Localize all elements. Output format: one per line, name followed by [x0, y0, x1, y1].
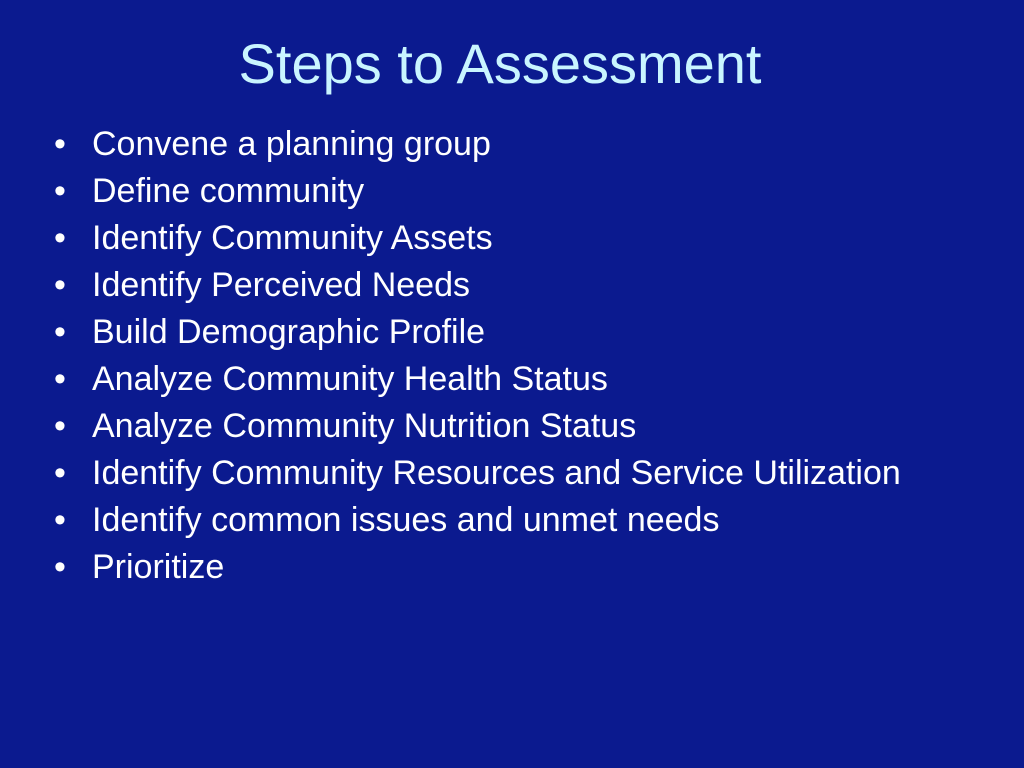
- bullet-item: [54, 126, 954, 162]
- bullet-marker: •: [54, 548, 66, 586]
- bullet-list: [54, 126, 954, 596]
- bullet-item: [54, 502, 954, 538]
- bullet-text: Prioritize: [92, 548, 225, 586]
- bullet-text: Build Demographic Profile: [92, 313, 486, 351]
- bullet-item: [54, 549, 954, 585]
- bullet-text: Identify Community Assets: [92, 219, 493, 257]
- bullet-marker: •: [54, 313, 66, 351]
- bullet-marker: •: [54, 125, 66, 163]
- bullet-item: [54, 267, 954, 303]
- bullet-text: Analyze Community Nutrition Status: [92, 407, 637, 445]
- bullet-text: Identify Community Resources and Service Utilization: [92, 454, 901, 492]
- bullet-marker: •: [54, 501, 66, 539]
- bullet-marker: •: [54, 266, 66, 304]
- bullet-item: [54, 361, 954, 397]
- bullet-item: [54, 314, 954, 350]
- bullet-marker: •: [54, 407, 66, 445]
- bullet-marker: •: [54, 172, 66, 210]
- bullet-marker: •: [54, 219, 66, 257]
- bullet-marker: •: [54, 360, 66, 398]
- bullet-text: Define community: [92, 172, 365, 210]
- bullet-item: [54, 408, 954, 444]
- bullet-item: [54, 455, 954, 491]
- bullet-item: [54, 173, 954, 209]
- bullet-text: Convene a planning group: [92, 125, 491, 163]
- bullet-item: [54, 220, 954, 256]
- bullet-text: Identify common issues and unmet needs: [92, 501, 720, 539]
- bullet-text: Analyze Community Health Status: [92, 360, 608, 398]
- bullet-text: Identify Perceived Needs: [92, 266, 470, 304]
- slide-title: Steps to Assessment: [238, 32, 762, 95]
- bullet-marker: •: [54, 454, 66, 492]
